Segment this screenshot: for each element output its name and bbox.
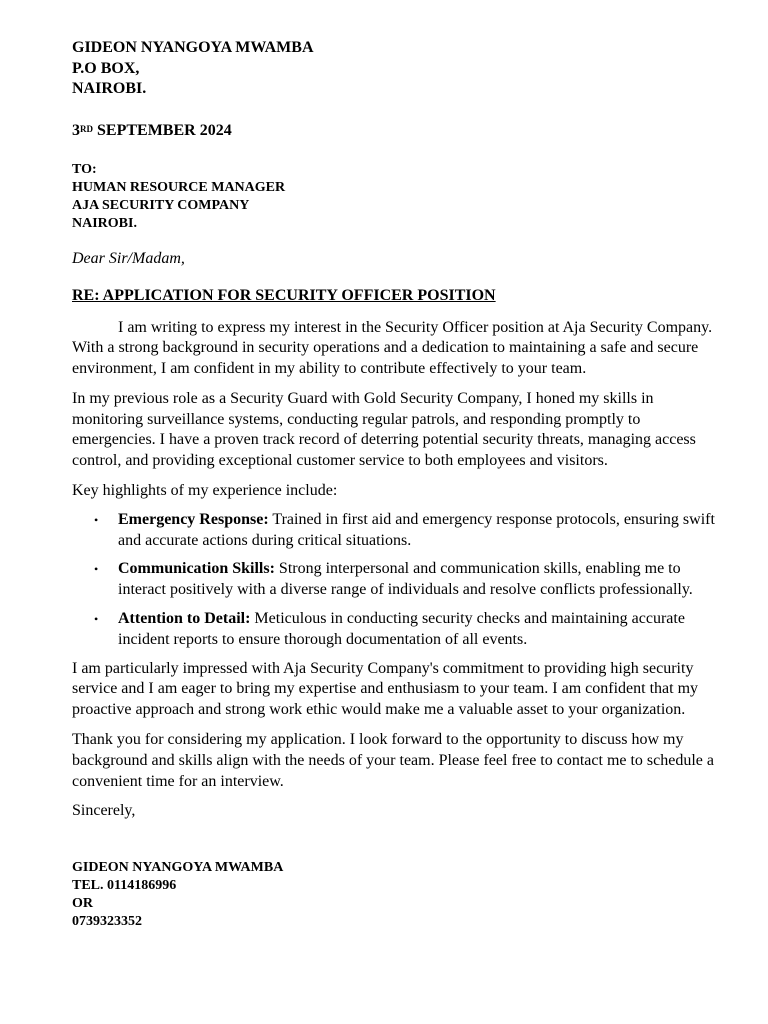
bullet-icon: •: [94, 612, 99, 627]
highlight-term: Communication Skills:: [118, 560, 275, 578]
bullet-icon: •: [94, 512, 99, 527]
date-rest: SEPTEMBER 2024: [93, 121, 232, 139]
list-item: [72, 609, 720, 651]
highlights-list: [72, 510, 720, 651]
recipient-block: [72, 161, 720, 233]
recipient-title: HUMAN RESOURCE MANAGER: [72, 179, 286, 195]
signature-tel2: 0739323352: [72, 914, 142, 930]
interest-paragraph: I am particularly impressed with Aja Security Company's commitment to providing high security service and I am eager to bring my expertise and enthusiasm to your team. I am confident that my proactive approach and strong work ethic would make me a valuable asset to your organization.: [72, 659, 699, 719]
list-item: [72, 559, 720, 601]
highlights-intro: Key highlights of my experience include:: [72, 482, 338, 500]
subject-line: RE: APPLICATION FOR SECURITY OFFICER POSITION: [72, 286, 496, 304]
recipient-company: AJA SECURITY COMPANY: [72, 197, 250, 213]
sender-block: [72, 38, 720, 100]
letter-page: [72, 38, 720, 931]
signature-block: [72, 859, 720, 931]
signature-name: GIDEON NYANGOYA MWAMBA: [72, 860, 284, 876]
signature-or: OR: [72, 896, 93, 912]
highlight-text: Trained in first aid and emergency response protocols, ensuring swift and accurate actions during critical situations.: [118, 510, 715, 549]
signature-tel: TEL. 0114186996: [72, 878, 177, 894]
bullet-icon: •: [94, 562, 99, 577]
experience-paragraph: In my previous role as a Security Guard with Gold Security Company, I honed my skills in monitoring surveillance systems, conducting regular patrols, and responding promptly to emergencies. I have a proven track record of deterring potential security threats, managing access control, and providing exceptional customer service to both employees and visitors.: [72, 389, 696, 470]
sender-address-line2: NAIROBI.: [72, 80, 147, 97]
date-suffix: RD: [80, 123, 93, 134]
recipient-to-label: TO:: [72, 161, 97, 177]
highlight-term: Attention to Detail:: [118, 610, 251, 628]
highlight-term: Emergency Response:: [118, 510, 269, 528]
letter-date: [72, 121, 720, 141]
highlight-text: Meticulous in conducting security checks and maintaining accurate incident reports to ensure thorough documentation of all events.: [118, 610, 685, 648]
highlight-text: Strong interpersonal and communication skills, enabling me to interact positively with a diverse range of individuals and resolve conflicts professionally.: [118, 560, 693, 599]
thanks-paragraph: Thank you for considering my application. I look forward to the opportunity to discuss how my background and skills align with the needs of your team. Please feel free to contact me to schedule a convenient time for an interview.: [72, 731, 715, 790]
recipient-city: NAIROBI.: [72, 215, 137, 231]
salutation: Dear Sir/Madam,: [72, 249, 185, 267]
date-day: 3: [72, 121, 80, 139]
sender-name: GIDEON NYANGOYA MWAMBA: [72, 39, 314, 56]
intro-paragraph: I am writing to express my interest in the Security Officer position at Aja Security Company. With a strong background in security operations and a dedication to maintaining a safe and secure environment, I am confident in my ability to contribute effectively to your team.: [72, 318, 713, 378]
closing: Sincerely,: [72, 802, 136, 820]
list-item: [72, 510, 720, 552]
sender-address-line1: P.O BOX,: [72, 59, 140, 77]
